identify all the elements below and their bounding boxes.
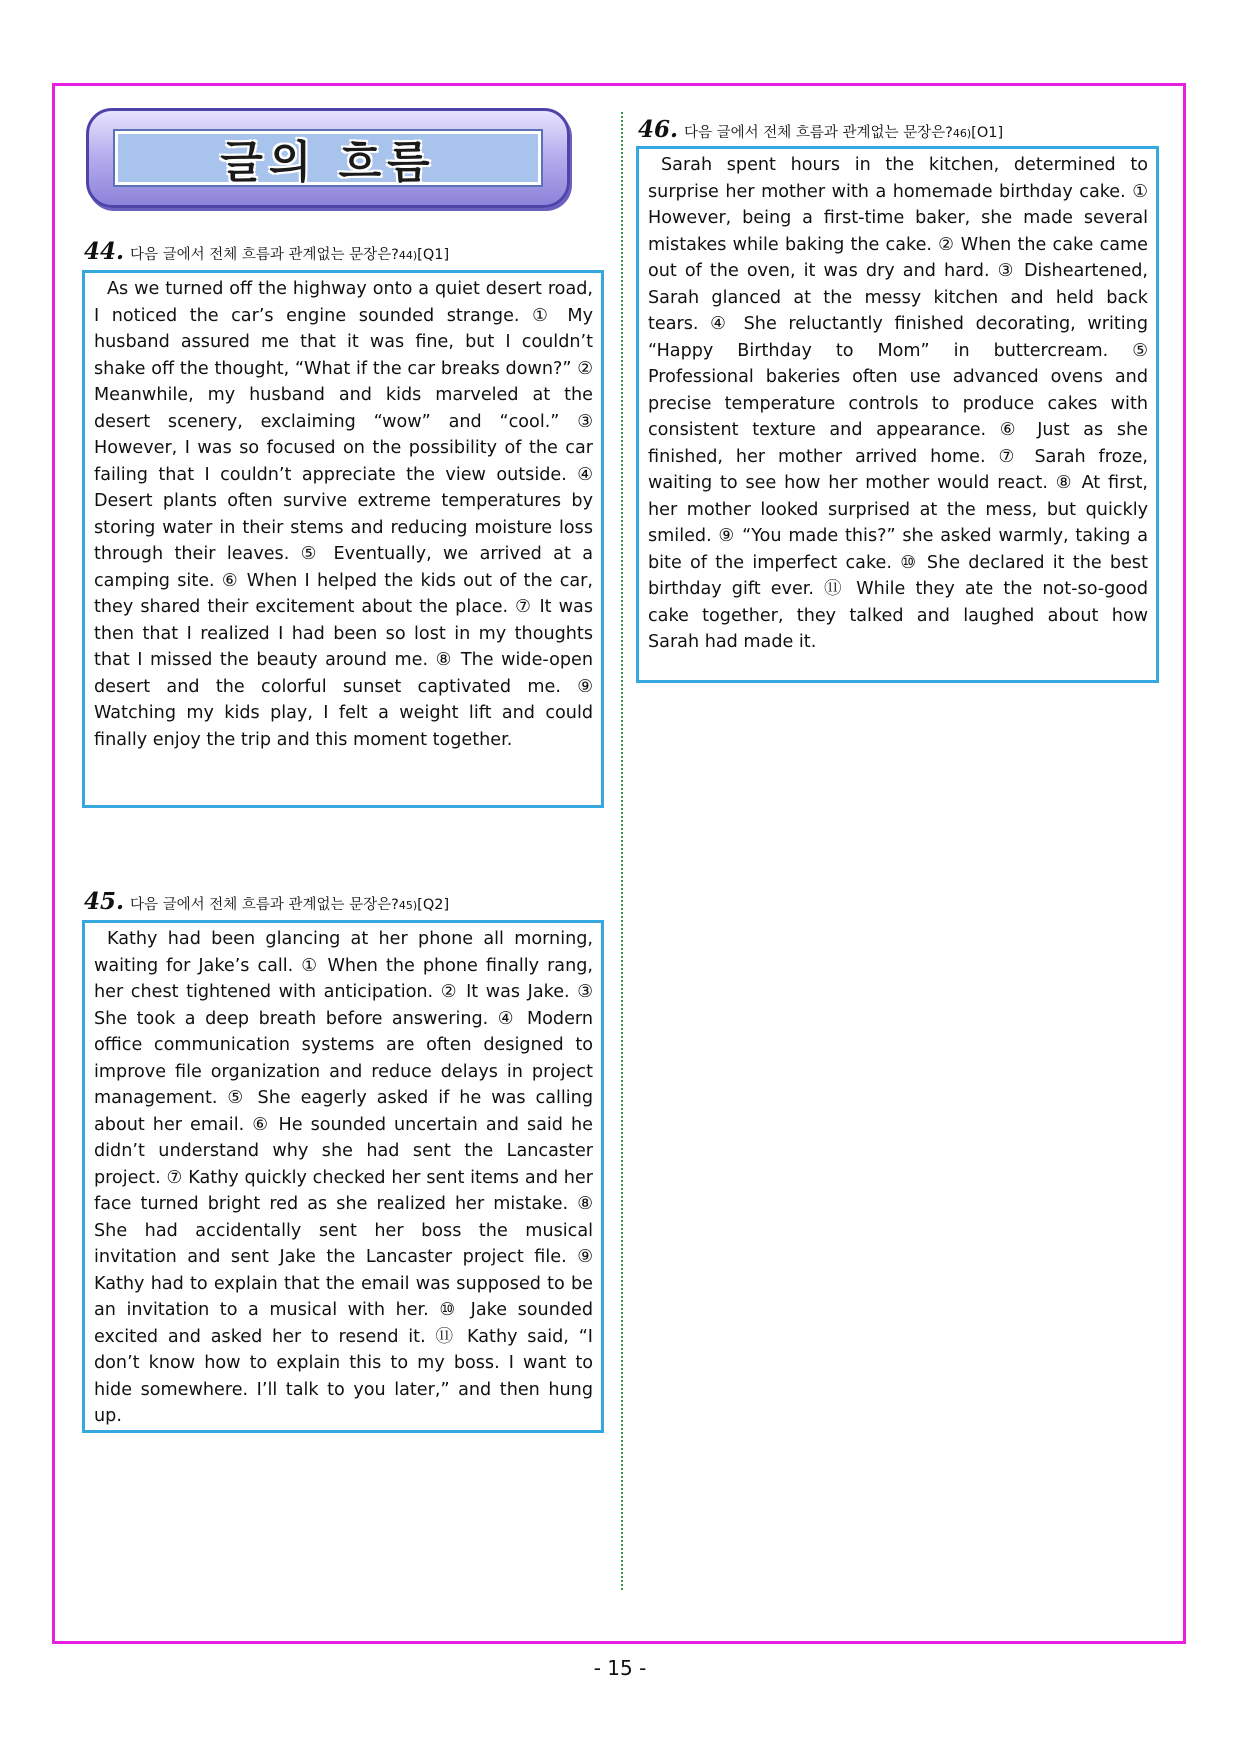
question-44-passage-box	[82, 270, 604, 808]
question-code: [Q1]	[417, 247, 450, 263]
section-title-plate	[115, 131, 541, 188]
question-number: 44.	[84, 238, 125, 265]
section-title: 글의 흐름	[220, 137, 436, 188]
question-46-header	[638, 116, 1003, 143]
passage-text: As we turned off the highway onto a quiet desert road, I noticed the car’s engine sounded strange. ① My husband assured me that it was fine, but I couldn’t shake off the thought, “What if the car breaks down?” ② Meanwhile, my husband and kids marveled at the desert scenery, exclaiming “wow” and “cool.” ③ However, I was so focused on the possibility of the car failing that I couldn’t appreciate the view outside. ④ Desert plants often survive extreme temperatures by storing water in their stems and reducing moisture loss through their leaves. ⑤ Eventually, we arrived at a camping site. ⑥ When I helped the kids out of the car, they shared their excitement about the place. ⑦ It was then that I realized I had been so lost in my thoughts that I missed the beauty around me. ⑧ The wide-open desert and the colorful sunset captivated me. ⑨ Watching my kids play, I felt a weight lift and could finally enjoy the trip and this moment together.	[94, 279, 593, 750]
section-title-banner	[86, 108, 570, 208]
question-number: 45.	[84, 888, 125, 915]
question-46-passage-box	[636, 146, 1159, 683]
question-footnote-ref: 44)	[398, 249, 418, 262]
passage-text: Kathy had been glancing at her phone all morning, waiting for Jake’s call. ① When the phone finally rang, her chest tightened with anticipation. ② It was Jake. ③ She took a deep breath before answering. ④ Modern office communication systems are often designed to improve file organization and reduce delays in project management. ⑤ She eagerly asked if he was calling about her email. ⑥ He sounded uncertain and said he didn’t understand why she had sent the Lancaster project. ⑦ Kathy quickly checked her sent items and her face turned bright red as she realized her mistake. ⑧ She had accidentally sent her boss the musical invitation and sent Jake the Lancaster project file. ⑨ Kathy had to explain that the email was supposed to be an invitation to a musical with her. ⑩ Jake sounded excited and asked her to resend it. ⑪ Kathy said, “I don’t know how to explain this to my boss. I want to hide somewhere. I’ll talk to you later,” and then hung up.	[94, 929, 593, 1426]
question-44-header	[84, 238, 449, 265]
question-footnote-ref: 45)	[398, 899, 418, 912]
question-number: 46.	[638, 116, 679, 143]
question-code: [Q2]	[417, 897, 450, 913]
passage-text: Sarah spent hours in the kitchen, determined to surprise her mother with a homemade birthday cake. ① However, being a first-time baker, she made several mistakes while baking the cake. ② When the cake came out of the oven, it was dry and hard. ③ Disheartened, Sarah glanced at the messy kitchen and held back tears. ④ She reluctantly finished decorating, writing “Happy Birthday to Mom” in buttercream. ⑤ Professional bakeries often use advanced ovens and precise temperature controls to produce cakes with consistent texture and appearance. ⑥ Just as she finished, her mother arrived home. ⑦ Sarah froze, waiting to see how her mother would react. ⑧ At first, her mother looked surprised at the mess, but quickly smiled. ⑨ “You made this?” she asked warmly, taking a bite of the imperfect cake. ⑩ She declared it the best birthday gift ever. ⑪ While they ate the not-so-good cake together, they talked and laughed about how Sarah had made it.	[648, 155, 1148, 652]
column-divider	[621, 112, 623, 1590]
page-number: - 15 -	[593, 1656, 647, 1680]
question-code: [O1]	[971, 125, 1004, 141]
question-45-passage-box	[82, 920, 604, 1433]
question-footnote-ref: 46)	[952, 127, 972, 140]
question-45-header	[84, 888, 449, 915]
question-prompt: 다음 글에서 전체 흐름과 관계없는 문장은?	[130, 247, 399, 263]
question-prompt: 다음 글에서 전체 흐름과 관계없는 문장은?	[684, 125, 953, 141]
question-prompt: 다음 글에서 전체 흐름과 관계없는 문장은?	[130, 897, 399, 913]
